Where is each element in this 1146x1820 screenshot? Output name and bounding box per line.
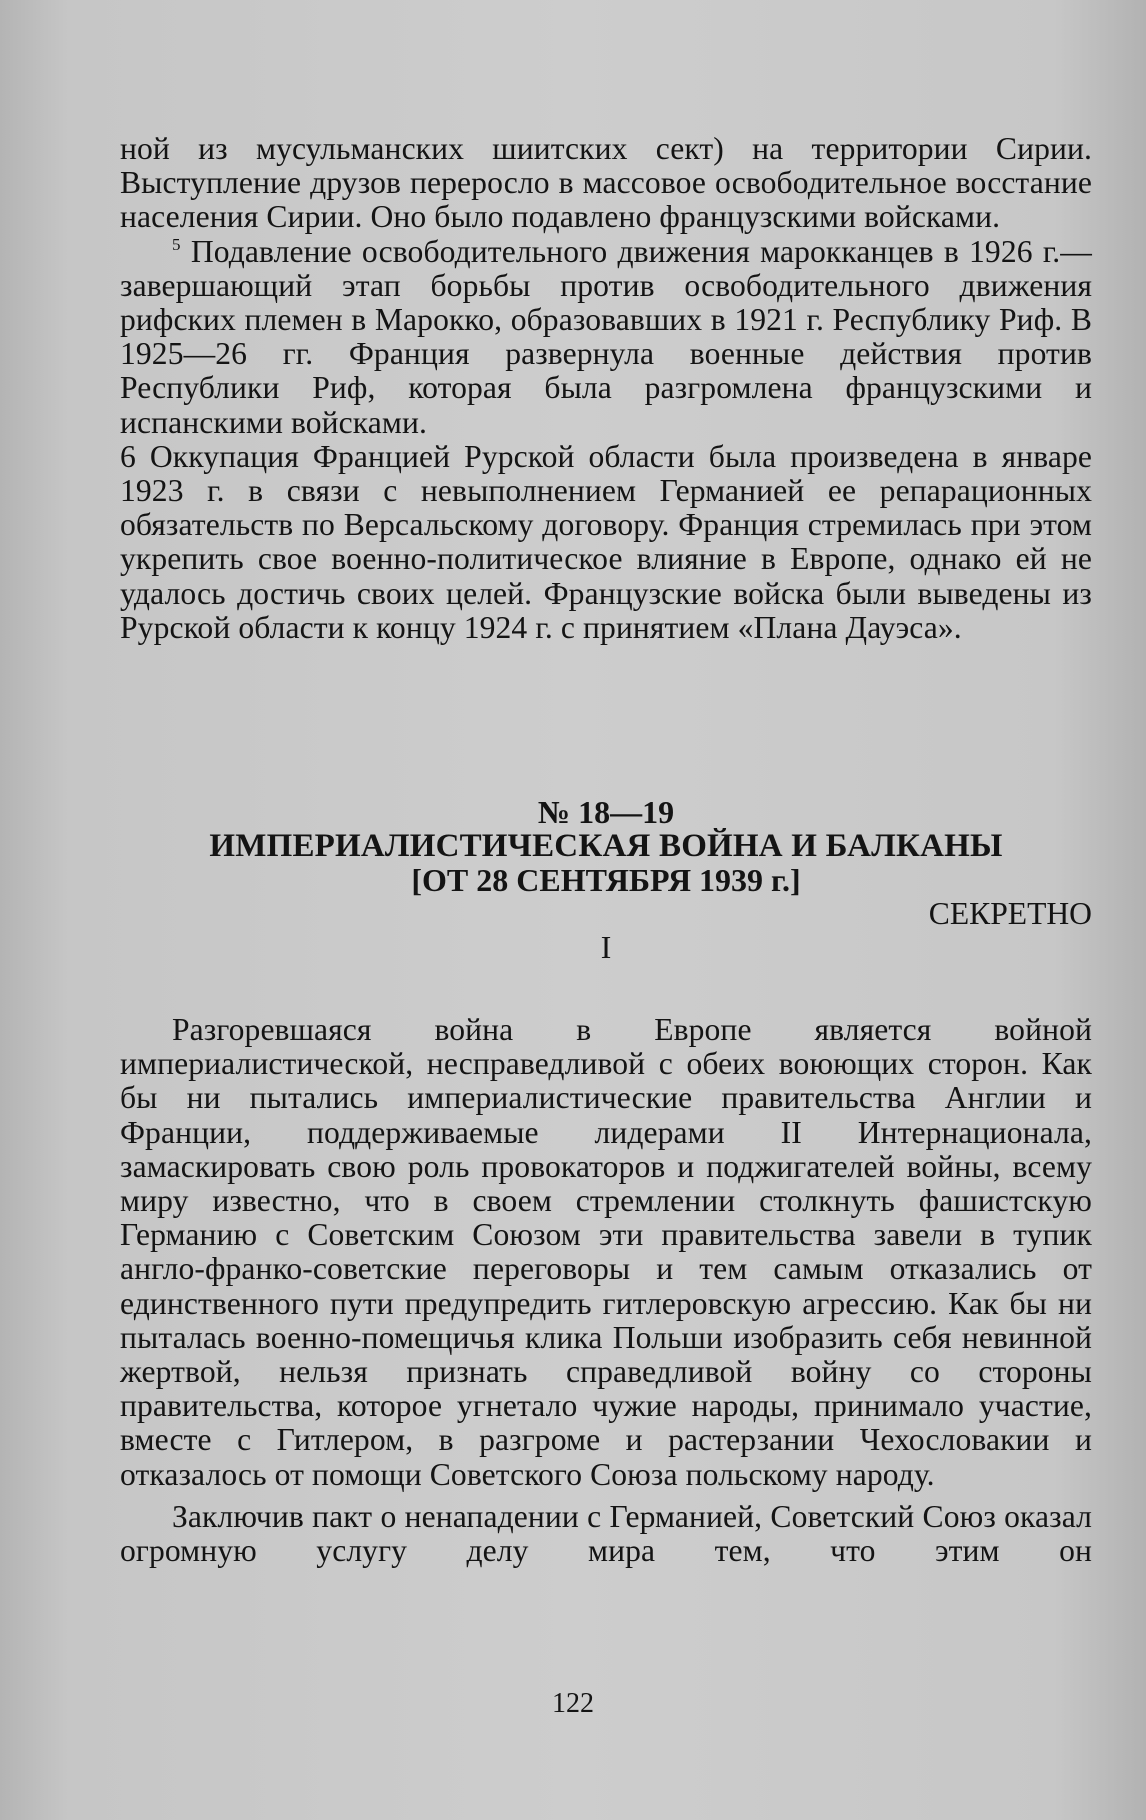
document-number: № 18—19 (537, 794, 675, 830)
document-title: ИМПЕРИАЛИСТИЧЕСКАЯ ВОЙНА И БАЛКАНЫ (209, 828, 1003, 864)
footnote-5 (120, 235, 1092, 440)
document-body (120, 1013, 1092, 1568)
footnote-5-text: Подавление освободительного движения марокканцев в 1926 г.— завершающий этап борьбы против освободительного движения рифских племен в Марокко, образовавших в 1921 г. Республику Риф. В 1925—26 гг. Франция развернула военные действия против Республики Риф, которая была разгромлена французскими и испанскими войсками. (120, 233, 1092, 440)
body-paragraph: Заключив пакт о ненападении с Германией, Советский Союз оказал огромную услугу делу мира тем, что этим он (120, 1498, 1092, 1569)
document-date: [ОТ 28 СЕНТЯБРЯ 1939 г.] (411, 862, 801, 898)
footnotes-block (120, 132, 1092, 645)
footnote-4-continuation: ной из мусульманских шиитских сект) на территории Сирии. Выступление друзов переросло в массовое освободительное восстание населения Сирии. Оно было подавлено французскими войсками. (120, 131, 1092, 235)
footnote-5-mark: 5 (172, 234, 181, 254)
section-number: I (600, 930, 612, 965)
classification-stamp: СЕКРЕТНО (928, 896, 1092, 931)
page-number: 122 (552, 1688, 594, 1719)
body-paragraph: Разгоревшаяся война в Европе является войной империалистической, несправедливой с обеих воюющих сторон. Как бы ни пытались империалистические правительства Англии и Франции, поддерживаемые лидерами II Интернационала, замаскировать свою роль провокаторов и поджигателей войны, всему миру известно, что в своем стремлении столкнуть фашистскую Германию с Советским Союзом эти правительства завели в тупик англо-франко-советские переговоры и тем самым отказались от единственного пути предупредить гитлеровскую агрессию. Как бы ни пыталась военно-помещичья клика Польши изобразить себя невинной жертвой, нельзя признать справедливой войну со стороны правительства, которое угнетало чужие народы, принимало участие, вместе с Гитлером, в разгроме и растерзании Чехословакии и отказалось от помощи Советского Союза польскому народу. (120, 1012, 1092, 1492)
footnote-6: 6 Оккупация Францией Рурской области была произведена в январе 1923 г. в связи с невыполнением Германией ее репарационных обязательств по Версальскому договору. Франция стремилась при этом укрепить свое военно-политическое влияние в Европе, однако ей не удалось достичь своих целей. Французские войска были выведены из Рурской области к концу 1924 г. с принятием «Плана Дауэса». (120, 438, 1092, 645)
document-header (120, 795, 1092, 965)
